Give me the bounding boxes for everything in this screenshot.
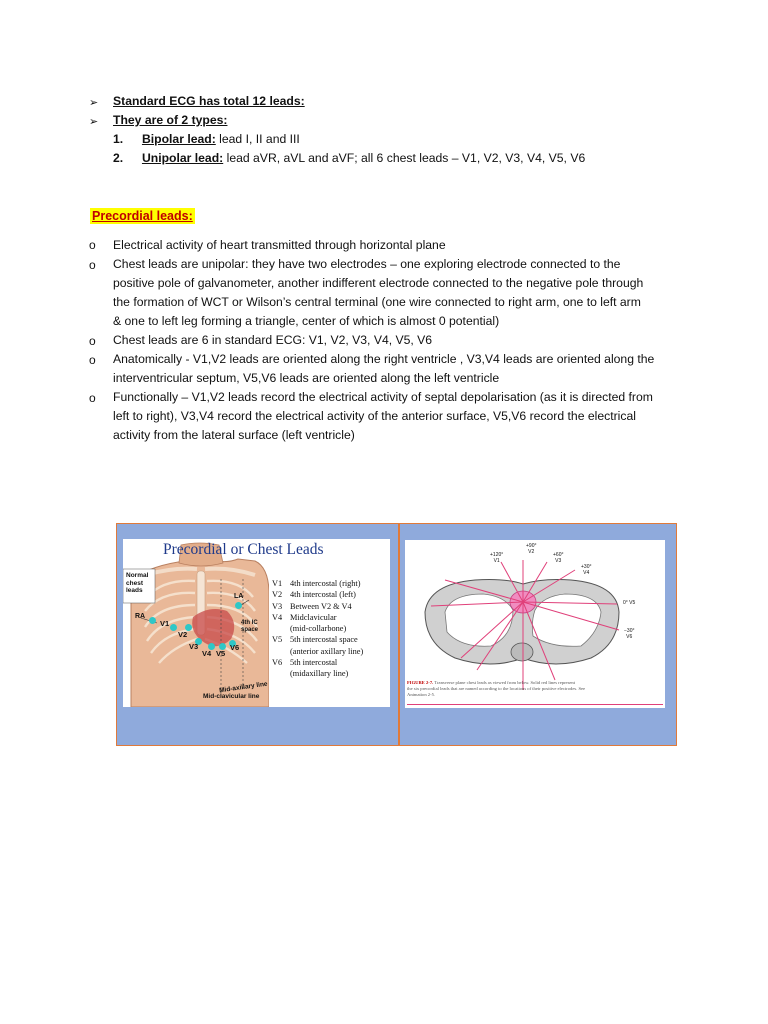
- bullet-item: [113, 255, 643, 331]
- bullet-item: [113, 331, 432, 350]
- legend-text: 5th intercostal space: [290, 635, 358, 645]
- legend-text: Midclavicular: [290, 612, 337, 622]
- bullet-line: Chest leads are 6 in standard ECG: V1, V2, V3, V4, V5, V6: [113, 333, 433, 347]
- angle-degree: +120°: [490, 552, 504, 558]
- angle-degree: 0°: [623, 600, 628, 606]
- legend-text: (mid-collarbone): [290, 624, 347, 634]
- angle-lead: V6: [626, 634, 633, 640]
- bullet-line: Functionally – V1,V2 leads record the electrical activity of septal depolarisation (as it is directed from: [113, 390, 653, 404]
- legend-text: 4th intercostal (right): [290, 579, 361, 588]
- angle-label-v1: [490, 552, 503, 564]
- legend-lead: V5: [272, 635, 283, 645]
- angle-lead: V5: [629, 600, 636, 606]
- legend-row: [272, 657, 363, 668]
- item-text: lead aVR, aVL and aVF; all 6 chest leads – V1, V2, V3, V4, V5, V6: [223, 151, 586, 165]
- bullet-line: activity from the lateral surface (left ventricle): [113, 428, 355, 442]
- angle-degree: +90°: [526, 543, 537, 549]
- angle-label-v3: [553, 552, 563, 564]
- arrow-bullet-icon: ➢: [89, 116, 99, 128]
- ic-space-label: [241, 620, 258, 633]
- legend-text: (anterior axillary line): [290, 646, 364, 656]
- label-line: chest: [126, 579, 143, 587]
- label-line: Normal: [126, 572, 149, 579]
- legend-row: [272, 646, 363, 657]
- circle-bullet-icon: o: [89, 391, 96, 405]
- caption-rule: [407, 704, 663, 705]
- normal-chest-leads-label: [126, 572, 148, 595]
- legend-text: Between V2 & V4: [290, 601, 352, 611]
- legend-text: (midaxillary line): [290, 669, 349, 679]
- circle-bullet-icon: o: [89, 258, 96, 272]
- label-line: leads: [126, 587, 143, 594]
- ra-electrode-dot: [149, 617, 156, 624]
- legend-text: 4th intercostal (left): [290, 590, 356, 600]
- figure-left-title: Precordial or Chest Leads: [163, 541, 324, 558]
- intro-line-1: Standard ECG has total 12 leads:: [113, 94, 305, 108]
- angle-lead: V4: [583, 570, 590, 576]
- angle-label-v6: [624, 628, 634, 640]
- legend-lead: V2: [272, 590, 283, 600]
- bullet-item: [113, 236, 446, 255]
- bullet-line: & one to left leg forming a triangle, center of which is almost 0 potential): [113, 314, 500, 328]
- figure-divider: [398, 523, 400, 746]
- v4-electrode-label: V4: [202, 649, 212, 658]
- angle-lead: V2: [528, 549, 535, 555]
- label-line: 4th IC: [241, 620, 258, 626]
- caption-line: the six precordial leads that are named according to the locations of their positive electrodes. See: [407, 686, 586, 691]
- mid-axillary-line-label: Mid-axillary line: [218, 680, 269, 695]
- bullet-line: positive pole of galvanometer, another indifferent electrode connected to the negative pole through: [113, 276, 644, 290]
- angle-label-v4: [581, 564, 591, 576]
- legend-lead: V4: [272, 612, 283, 622]
- label-line: space: [241, 626, 259, 633]
- angle-lead: V1: [493, 558, 500, 564]
- legend-lead: V3: [272, 601, 283, 611]
- caption-line: Animation 2-5.: [407, 692, 436, 697]
- angle-label-v5: [623, 600, 635, 606]
- legend-lead: V6: [272, 658, 283, 668]
- legend-row: [272, 623, 363, 634]
- item-number: 2.: [113, 151, 124, 165]
- bullet-item: [113, 388, 653, 445]
- legend-row: [272, 668, 363, 679]
- legend-row: [272, 601, 363, 612]
- section-title: Precordial leads:: [92, 209, 193, 223]
- type-item-bipolar: [113, 130, 300, 149]
- bullet-line: Anatomically - V1,V2 leads are oriented along the right ventricle , V3,V4 leads are oriented along the: [113, 352, 655, 366]
- legend-row: [272, 589, 363, 600]
- intro-line-2: They are of 2 types:: [113, 113, 228, 127]
- arrow-bullet-icon: ➢: [89, 97, 99, 109]
- circle-bullet-icon: o: [89, 238, 96, 252]
- item-number: 1.: [113, 132, 124, 146]
- bullet-line: left to right), V3,V4 record the electrical activity of the anterior surface, V5,V6 record the electrical: [113, 409, 636, 423]
- legend-row: [272, 578, 363, 589]
- v1-electrode-dot: [170, 624, 177, 631]
- circle-bullet-icon: o: [89, 334, 96, 348]
- legend-row: [272, 634, 363, 645]
- bullet-line: the formation of WCT or Wilson’s central terminal (one wire connected to right arm, one to left arm: [113, 295, 641, 309]
- bullet-item: [113, 350, 654, 388]
- type-item-unipolar: [113, 149, 585, 168]
- legend-row: [272, 612, 363, 623]
- la-electrode-dot: [235, 602, 242, 609]
- angle-degree: +60°: [553, 552, 564, 558]
- v3-electrode-label: V3: [189, 642, 199, 651]
- v2-electrode-label: V2: [178, 630, 188, 639]
- v1-electrode-label: V1: [160, 619, 170, 628]
- item-text: lead I, II and III: [215, 132, 300, 146]
- v6-electrode-label: V6: [230, 643, 240, 652]
- angle-degree: −30°: [624, 628, 635, 634]
- transverse-plane-figure: [405, 540, 665, 708]
- figure-caption: [407, 680, 663, 698]
- bullet-line: Chest leads are unipolar: they have two electrodes – one exploring electrode connected to the: [113, 257, 621, 271]
- legend-text: 5th intercostal: [290, 658, 338, 668]
- v5-electrode-label: V5: [216, 649, 226, 658]
- la-label: LA: [234, 593, 244, 600]
- caption-text: Transverse plane chest leads as viewed from below. Solid red lines represent: [434, 680, 575, 685]
- item-label: Bipolar lead:: [141, 132, 216, 146]
- mid-clavicular-line-label: Mid-clavicular line: [203, 693, 260, 700]
- angle-label-v2: [526, 543, 536, 555]
- circle-bullet-icon: o: [89, 353, 96, 367]
- item-label: Unipolar lead:: [141, 151, 224, 165]
- angle-lead: V3: [555, 558, 562, 564]
- legend-lead: V1: [272, 579, 283, 588]
- bullet-line: Electrical activity of heart transmitted through horizontal plane: [113, 238, 446, 252]
- ra-label: RA: [135, 613, 146, 620]
- caption-label: FIGURE 2-7.: [407, 680, 434, 685]
- chest-leads-figure: [123, 539, 390, 707]
- bullet-line: interventricular septum, V5,V6 leads are oriented along the left ventricle: [113, 371, 500, 385]
- lead-placement-legend: [272, 578, 363, 680]
- angle-degree: +30°: [581, 564, 592, 570]
